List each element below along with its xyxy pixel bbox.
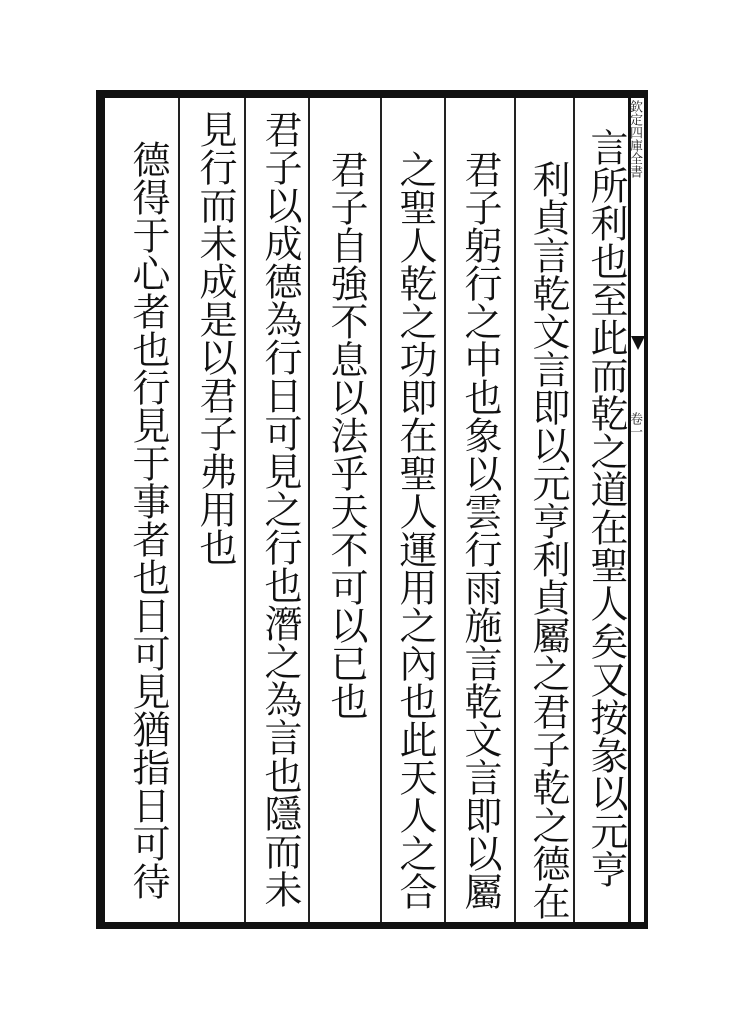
- column-divider: [380, 98, 382, 922]
- column-divider: [178, 98, 180, 922]
- column-divider: [514, 98, 516, 922]
- column-divider: [444, 98, 446, 922]
- frame-border-left: [96, 90, 105, 928]
- text-column-2: 利貞言乾文言即以元亨利貞屬之君子乾之德在: [526, 160, 570, 920]
- text-column-3: 君子躬行之中也象以雲行雨施言乾文言即以屬: [458, 150, 502, 910]
- column-divider: [308, 98, 310, 922]
- frame-border-bottom: [96, 922, 648, 929]
- text-column-8: 德得于心者也行見于事者也日可見猶指日可待: [126, 140, 170, 900]
- margin-book-title: 欽定四庫全書: [627, 100, 642, 178]
- frame-border-top: [96, 90, 648, 98]
- column-divider: [573, 98, 575, 922]
- margin-volume-label: 卷一: [627, 412, 642, 438]
- fishtail-mark-icon: [631, 336, 645, 350]
- column-divider: [244, 98, 246, 922]
- text-column-1: 言所利也至此而乾之道在聖人矣又按彖以元亨: [584, 128, 628, 888]
- text-column-7: 見行而未成是以君子弗用也: [193, 110, 237, 566]
- text-column-5: 君子自強不息以法乎天不可以已也: [324, 150, 368, 720]
- text-column-4: 之聖人乾之功即在聖人運用之內也此天人之合: [393, 150, 437, 910]
- frame-border-right: [644, 90, 648, 928]
- text-column-6: 君子以成德為行日可見之行也潛之為言也隱而未: [258, 110, 302, 908]
